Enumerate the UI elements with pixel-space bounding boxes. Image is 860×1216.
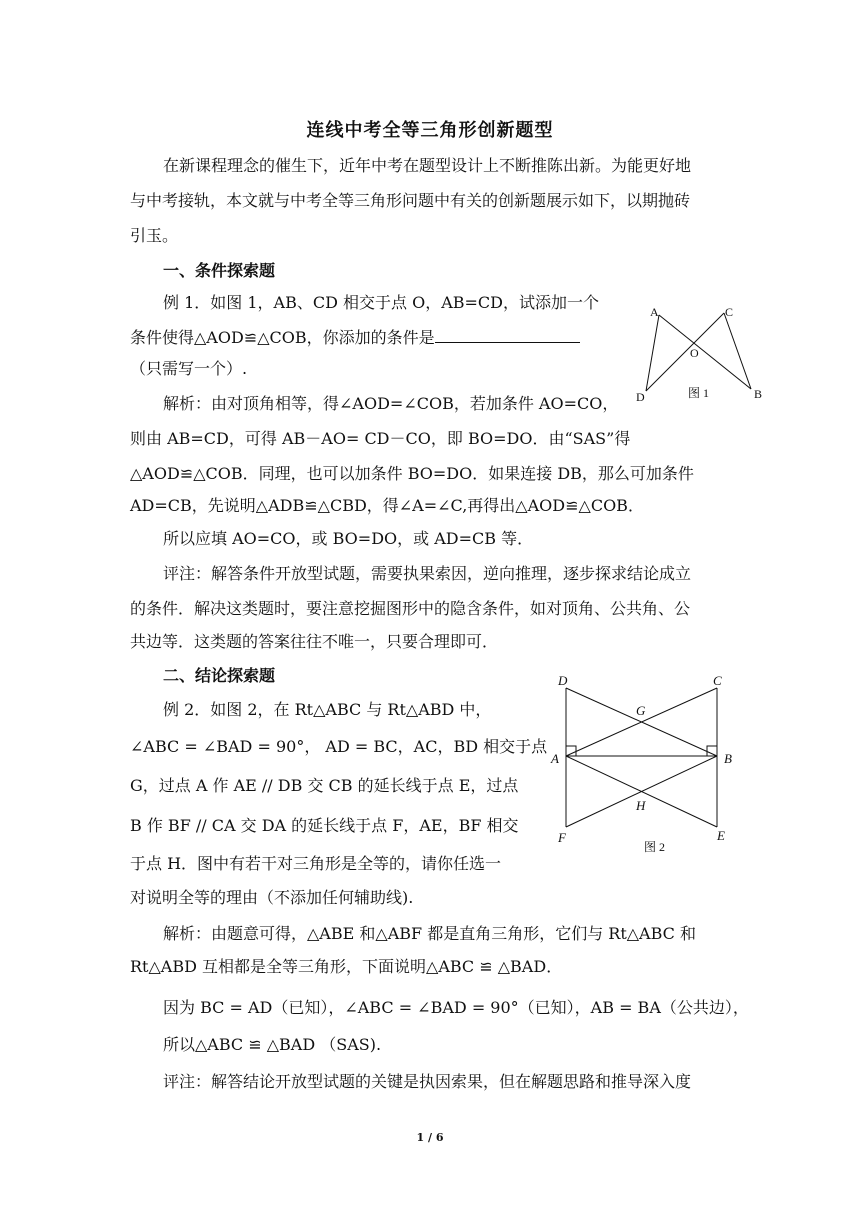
intro-line-2: 与中考接轨，本文就与中考全等三角形问题中有关的创新题展示如下，以期抛砖 [130, 191, 691, 210]
analysis-2-line-3: 因为 BC = AD（已知），∠ABC = ∠BAD = 90°（已知），AB = BA（公共边）， [163, 998, 749, 1017]
example-1-line-2 [130, 326, 580, 350]
analysis-1-line-1: 解析：由对顶角相等，得∠AOD=∠COB，若加条件 AO=CO， [163, 394, 619, 413]
intro-line-3: 引玉。 [130, 226, 179, 245]
analysis-2-line-2: Rt△ABD 互相都是全等三角形，下面说明△ABC ≌ △BAD． [130, 957, 563, 976]
label-H: H [636, 798, 646, 813]
example-1-question: 条件使得△AOD≌△COB，你添加的条件是 [130, 328, 435, 347]
analysis-1-line-2: 则由 AB=CD，可得 AB－AO= CD－CO，即 BO=DO．由“SAS”得 [130, 429, 631, 448]
label-O: O [690, 346, 699, 360]
section-heading-1: 一、条件探索题 [163, 261, 276, 280]
right-angle-mark-A [566, 746, 576, 756]
label-E: E [717, 828, 725, 843]
label-D: D [558, 673, 568, 688]
label-G: G [636, 703, 646, 718]
comment-1-line-1: 评注：解答条件开放型试题，需要执果索因，逆向推理，逐步探求结论成立 [163, 564, 692, 583]
section-heading-2: 二、结论探索题 [163, 666, 276, 685]
example-2-line-3: G，过点 A 作 AE // DB 交 CB 的延长线于点 E，过点 [130, 776, 519, 795]
page-title: 连线中考全等三角形创新题型 [306, 120, 554, 141]
right-angle-mark-B [707, 746, 717, 756]
analysis-1-line-4: AD=CB，先说明△ADB≌△CBD，得∠A=∠C,再得出△AOD≌△COB． [130, 496, 644, 515]
example-1-line-3: （只需写一个）. [130, 359, 248, 378]
label-F: F [558, 830, 566, 845]
label-B: B [724, 751, 732, 766]
example-2-line-2: ∠ABC = ∠BAD = 90°， AD = BC，AC，BD 相交于点 [130, 737, 548, 756]
analysis-1-line-5: 所以应填 AO=CO，或 BO=DO，或 AD=CB 等． [163, 529, 534, 548]
answer-blank [435, 326, 580, 343]
comment-2-line-1: 评注：解答结论开放型试题的关键是执因索果，但在解题思路和推导深入度 [163, 1072, 692, 1091]
label-C: C [725, 305, 734, 319]
analysis-1-line-3: △AOD≌△COB．同理，也可以加条件 BO=DO．如果连接 DB，那么可加条件 [130, 464, 694, 483]
example-2-line-4: B 作 BF // CA 交 DA 的延长线于点 F，AE，BF 相交 [130, 816, 519, 835]
example-1-line-1: 例 1．如图 1，AB、CD 相交于点 O，AB=CD，试添加一个 [163, 293, 599, 312]
label-A: A [650, 305, 659, 319]
figure-1-diagram [632, 300, 772, 412]
comment-1-line-3: 共边等．这类题的答案往往不唯一，只要合理即可． [130, 632, 499, 651]
analysis-2-line-1: 解析：由题意可得，△ABE 和△ABF 都是直角三角形，它们与 Rt△ABC 和 [163, 924, 696, 943]
analysis-2-line-4: 所以△ABC ≌ △BAD （SAS). [163, 1035, 382, 1054]
figure-2-caption: 图 2 [644, 840, 666, 854]
intro-line-1: 在新课程理念的催生下，近年中考在题型设计上不断推陈出新。为能更好地 [163, 156, 692, 175]
label-B: B [754, 387, 763, 401]
example-2-line-5: 于点 H．图中有若干对三角形是全等的，请你任选一 [130, 854, 502, 873]
label-D: D [636, 390, 645, 404]
comment-1-line-2: 的条件．解决这类题时，要注意挖掘图形中的隐含条件，如对顶角、公共角、公 [130, 599, 691, 618]
segment-AB [659, 315, 751, 389]
page-number: 1 / 6 [416, 1131, 444, 1144]
figure-2-diagram [545, 670, 745, 860]
figure-1-caption: 图 1 [688, 386, 710, 400]
example-2-line-6: 对说明全等的理由（不添加任何辅助线). [130, 888, 414, 907]
label-C: C [713, 673, 722, 688]
example-2-line-1: 例 2．如图 2，在 Rt△ABC 与 Rt△ABD 中， [163, 700, 492, 719]
label-A: A [551, 751, 559, 766]
